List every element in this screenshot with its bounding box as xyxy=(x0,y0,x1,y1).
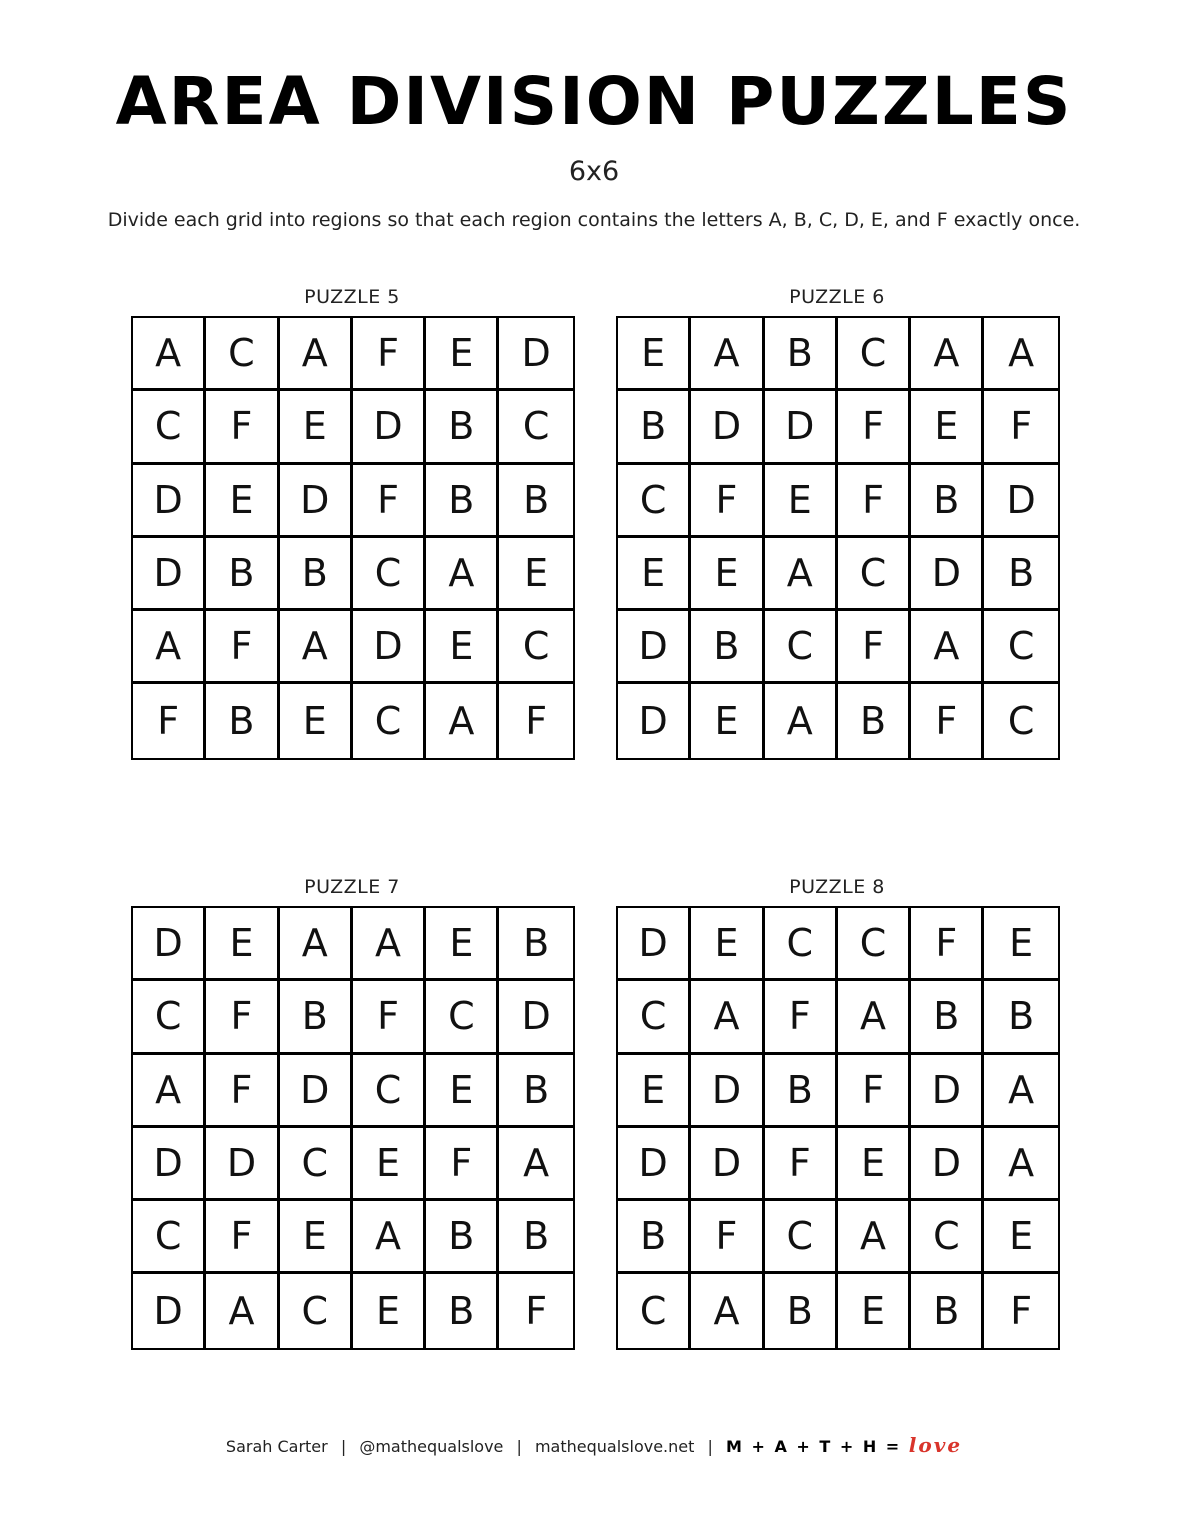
grid-cell: B xyxy=(911,465,984,538)
grid-cell: C xyxy=(838,908,911,981)
grid-cell: A xyxy=(765,538,838,611)
grid-cell: C xyxy=(133,391,206,464)
grid-cell: F xyxy=(911,684,984,757)
grid-cell: D xyxy=(133,1128,206,1201)
grid-cell: A xyxy=(838,981,911,1054)
grid-cell: C xyxy=(353,1055,426,1128)
grid-cell: B xyxy=(691,611,764,684)
grid-cell: A xyxy=(353,908,426,981)
puzzle-grid xyxy=(131,906,575,1350)
footer-handle: @mathequalslove xyxy=(359,1437,504,1456)
footer-separator: | xyxy=(707,1437,713,1456)
grid-cell: A xyxy=(426,684,499,757)
grid-cell: E xyxy=(838,1274,911,1347)
grid-cell: E xyxy=(280,391,353,464)
grid-cell: B xyxy=(426,465,499,538)
grid-cell: C xyxy=(838,318,911,391)
grid-cell: E xyxy=(426,611,499,684)
grid-cell: D xyxy=(499,981,572,1054)
grid-cell: A xyxy=(984,318,1057,391)
grid-cell: B xyxy=(499,465,572,538)
grid-cell: F xyxy=(426,1128,499,1201)
grid-cell: F xyxy=(984,391,1057,464)
grid-cell: A xyxy=(133,1055,206,1128)
grid-cell: E xyxy=(765,465,838,538)
grid-cell: B xyxy=(280,538,353,611)
grid-cell: B xyxy=(426,1201,499,1274)
grid-cell: F xyxy=(691,465,764,538)
grid-cell: C xyxy=(206,318,279,391)
grid-cell: A xyxy=(206,1274,279,1347)
page-title: AREA DIVISION PUZZLES xyxy=(115,63,1073,140)
grid-cell: C xyxy=(1007,699,1035,744)
grid-cell: C xyxy=(618,465,691,538)
grid-cell: D xyxy=(911,538,984,611)
grid-cell: E xyxy=(280,684,353,757)
grid-cell: A xyxy=(911,611,984,684)
puzzle-grid xyxy=(131,316,575,760)
grid-cell: B xyxy=(499,1055,572,1128)
grid-cell: C xyxy=(353,538,426,611)
grid-cell: F xyxy=(353,318,426,391)
grid-cell: F xyxy=(838,465,911,538)
footer-website: mathequalslove.net xyxy=(534,1437,695,1456)
grid-cell: C xyxy=(280,1274,353,1347)
puzzle-6 xyxy=(616,285,1058,760)
grid-cell: E xyxy=(280,1201,353,1274)
grid-cell: A xyxy=(984,1128,1057,1201)
grid-cell: B xyxy=(280,981,353,1054)
grid-cell: A xyxy=(499,1128,572,1201)
puzzle-label: PUZZLE 5 xyxy=(304,286,400,308)
grid-cell: D xyxy=(911,1128,984,1201)
grid-cell: D xyxy=(133,538,206,611)
grid-cell: D xyxy=(206,1128,279,1201)
grid-cell: D xyxy=(618,684,691,757)
grid-cell: E xyxy=(691,538,764,611)
grid-cell: B xyxy=(765,1274,838,1347)
grid-cell: B xyxy=(838,684,911,757)
grid-cell: E xyxy=(426,318,499,391)
grid-cell: E xyxy=(426,1055,499,1128)
grid-cell: E xyxy=(618,318,691,391)
footer-separator: | xyxy=(340,1437,347,1456)
grid-cell: A xyxy=(691,981,764,1054)
grid-cell: C xyxy=(133,1201,206,1274)
grid-cell: B xyxy=(499,908,572,981)
grid-cell: F xyxy=(206,391,279,464)
grid-cell: C xyxy=(353,684,426,757)
grid-cell: C xyxy=(280,1128,353,1201)
grid-cell: F xyxy=(765,1128,838,1201)
grid-cell: A xyxy=(765,684,838,757)
grid-cell: E xyxy=(838,1128,911,1201)
grid-cell: C xyxy=(618,981,691,1054)
instructions-text: Divide each grid into regions so that each region contains the letters A, B, C, D, E, and F exactly once. xyxy=(107,209,1081,231)
grid-cell: C xyxy=(765,611,838,684)
puzzle-grid xyxy=(616,316,1060,760)
puzzle-label: PUZZLE 8 xyxy=(789,876,885,898)
grid-cell: C xyxy=(133,981,206,1054)
grid-cell: D xyxy=(133,908,206,981)
grid-cell: B xyxy=(618,1201,691,1274)
grid-cell: E xyxy=(911,391,984,464)
grid-cell: B xyxy=(984,538,1057,611)
grid-cell: E xyxy=(426,908,499,981)
grid-cell: D xyxy=(618,611,691,684)
footer-separator: | xyxy=(516,1437,522,1456)
grid-cell: D xyxy=(911,1055,984,1128)
grid-cell: E xyxy=(984,908,1057,981)
grid-cell: E xyxy=(206,465,279,538)
grid-cell: A xyxy=(426,538,499,611)
page-subtitle: 6x6 xyxy=(568,156,620,187)
grid-cell: B xyxy=(426,1274,499,1347)
puzzle-label: PUZZLE 7 xyxy=(304,876,400,898)
grid-cell: E xyxy=(499,538,572,611)
grid-cell: B xyxy=(499,1201,572,1274)
puzzle-8 xyxy=(616,875,1058,1350)
grid-cell: F xyxy=(838,1055,911,1128)
grid-cell: A xyxy=(691,1274,764,1347)
grid-cell: D xyxy=(765,391,838,464)
grid-cell: C xyxy=(499,391,572,464)
grid-cell: E xyxy=(691,908,764,981)
grid-cell: C xyxy=(984,611,1057,684)
grid-cell: D xyxy=(691,1128,764,1201)
grid-cell: E xyxy=(618,538,691,611)
grid-cell: C xyxy=(765,1201,838,1274)
puzzle-7 xyxy=(131,875,573,1350)
grid-cell: B xyxy=(765,1055,838,1128)
grid-cell: D xyxy=(691,391,764,464)
grid-cell: E xyxy=(618,1055,691,1128)
grid-cell: A xyxy=(353,1201,426,1274)
footer-author: Sarah Carter xyxy=(225,1437,328,1456)
grid-cell: F xyxy=(1010,1289,1033,1334)
grid-cell: F xyxy=(353,981,426,1054)
grid-cell: B xyxy=(765,318,838,391)
grid-cell: E xyxy=(353,1128,426,1201)
grid-cell: C xyxy=(838,538,911,611)
puzzle-5 xyxy=(131,285,573,760)
puzzle-label: PUZZLE 6 xyxy=(789,286,885,308)
grid-cell: F xyxy=(206,981,279,1054)
logo-text: M + A + T + H = xyxy=(725,1437,902,1456)
grid-cell: B xyxy=(984,981,1057,1054)
grid-cell: D xyxy=(280,465,353,538)
grid-cell: B xyxy=(426,391,499,464)
grid-cell: F xyxy=(206,1201,279,1274)
grid-cell: F xyxy=(525,699,548,744)
grid-cell: F xyxy=(206,1055,279,1128)
footer xyxy=(0,1430,1188,1462)
grid-cell: F xyxy=(838,391,911,464)
grid-cell: A xyxy=(133,611,206,684)
grid-cell: D xyxy=(984,465,1057,538)
grid-cell: E xyxy=(206,908,279,981)
grid-cell: F xyxy=(765,981,838,1054)
grid-cell: B xyxy=(618,391,691,464)
grid-cell: B xyxy=(206,538,279,611)
puzzle-grid xyxy=(616,906,1060,1350)
grid-cell: E xyxy=(691,684,764,757)
grid-cell: A xyxy=(133,318,206,391)
grid-cell: F xyxy=(353,465,426,538)
grid-cell: F xyxy=(206,611,279,684)
logo-love: love xyxy=(908,1433,963,1457)
grid-cell: A xyxy=(280,611,353,684)
grid-cell: D xyxy=(618,908,691,981)
grid-cell: D xyxy=(691,1055,764,1128)
grid-cell: A xyxy=(984,1055,1057,1128)
footer-logo xyxy=(725,1433,963,1457)
grid-cell: A xyxy=(280,318,353,391)
grid-cell: A xyxy=(691,318,764,391)
grid-cell: D xyxy=(353,391,426,464)
grid-cell: F xyxy=(691,1201,764,1274)
grid-cell: F xyxy=(133,684,206,757)
grid-cell: D xyxy=(133,465,206,538)
grid-cell: C xyxy=(426,981,499,1054)
grid-cell: E xyxy=(353,1274,426,1347)
grid-cell: D xyxy=(499,318,572,391)
grid-cell: C xyxy=(765,908,838,981)
grid-cell: D xyxy=(353,611,426,684)
grid-cell: C xyxy=(618,1274,691,1347)
grid-cell: F xyxy=(911,908,984,981)
grid-cell: A xyxy=(280,908,353,981)
grid-cell: F xyxy=(838,611,911,684)
grid-cell: B xyxy=(206,684,279,757)
grid-cell: D xyxy=(618,1128,691,1201)
grid-cell: F xyxy=(525,1289,548,1334)
grid-cell: D xyxy=(280,1055,353,1128)
grid-cell: B xyxy=(911,1274,984,1347)
grid-cell: C xyxy=(911,1201,984,1274)
grid-cell: C xyxy=(499,611,572,684)
grid-cell: E xyxy=(984,1201,1057,1274)
grid-cell: D xyxy=(133,1274,206,1347)
grid-cell: B xyxy=(911,981,984,1054)
grid-cell: A xyxy=(838,1201,911,1274)
grid-cell: A xyxy=(911,318,984,391)
